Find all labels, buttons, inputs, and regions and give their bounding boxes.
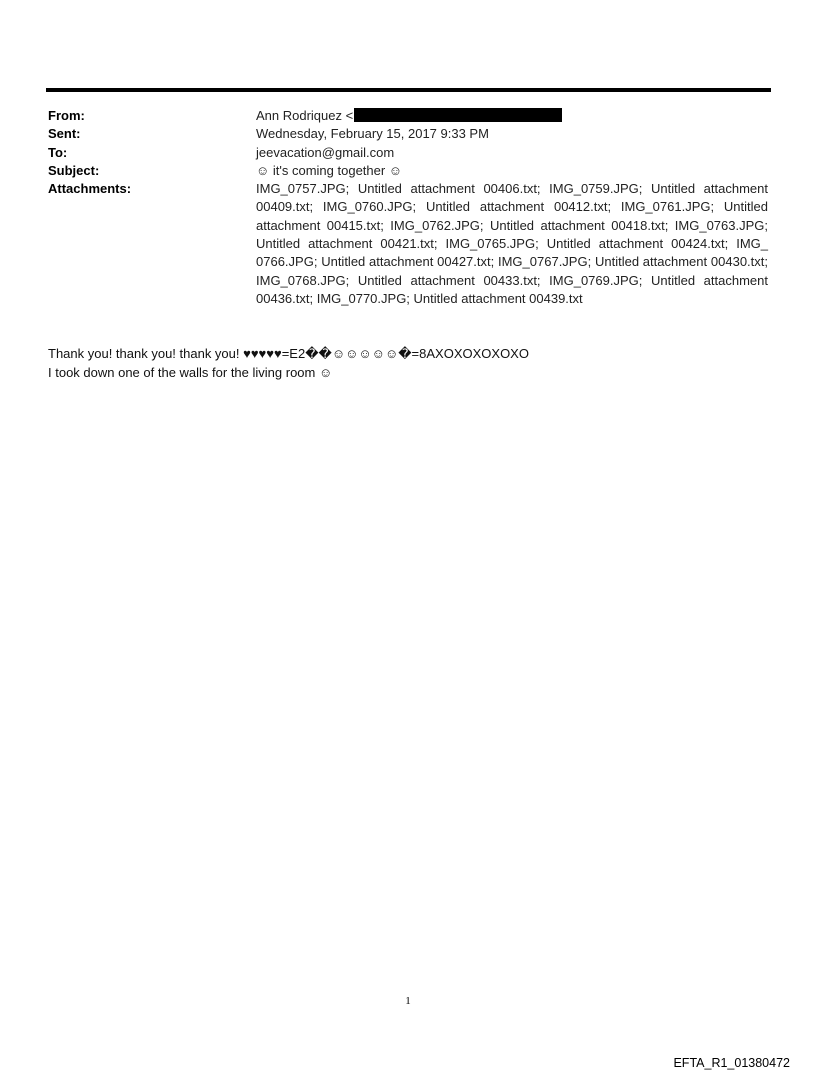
sender-name: Ann Rodriquez < xyxy=(256,108,354,123)
subject-label: Subject: xyxy=(48,162,100,178)
header-divider xyxy=(46,88,771,92)
sent-row xyxy=(48,125,768,143)
subject-value: ☺ it's coming together ☺ xyxy=(256,162,403,178)
from-row xyxy=(48,107,768,125)
body-line-2: I took down one of the walls for the living room ☺ xyxy=(48,365,333,380)
attachments-list: IMG_0757.JPG; Untitled attachment 00406.txt; IMG_0759.JPG; Untitled attachment 00409.txt; IMG_0760.JPG; Untitled attachment 00412.txt; IMG_0761.JPG; Untitled attachment 00415.txt; IMG_0762.JPG; Untitled attachment 00418.txt; IMG_0763.JPG; Untitled attachment 00421.txt; IMG_0765.JPG; Untitled attachment 00424.txt; IMG_ 0766.JPG; Untitled attachment 00427.txt; IMG_0767.JPG; Untitled attachment 00430.txt; IMG_0768.JPG; Untitled attachment 00433.txt; IMG_0769.JPG; Untitled attachment 00436.txt; IMG_0770.JPG; Untitled attachment 00439.txt xyxy=(256,181,768,306)
page-number: 1 xyxy=(405,995,411,1007)
sent-label: Sent: xyxy=(48,126,81,142)
attachments-label: Attachments: xyxy=(48,181,132,197)
email-body xyxy=(48,344,768,382)
email-header xyxy=(48,107,768,308)
attachments-row xyxy=(48,180,768,308)
to-label: To: xyxy=(48,144,68,160)
from-label: From: xyxy=(48,108,85,123)
sent-value: Wednesday, February 15, 2017 9:33 PM xyxy=(256,126,489,142)
redaction-bar xyxy=(354,108,562,122)
to-row xyxy=(48,144,768,162)
document-id: EFTA_R1_01380472 xyxy=(673,1056,790,1070)
from-value xyxy=(256,107,768,125)
subject-row xyxy=(48,162,768,180)
to-value: jeevacation@gmail.com xyxy=(256,144,395,160)
body-line-1: Thank you! thank you! thank you! ♥♥♥♥♥=E2��☺☺☺☺☺�=8AXOXOXOXOXO xyxy=(48,346,529,361)
